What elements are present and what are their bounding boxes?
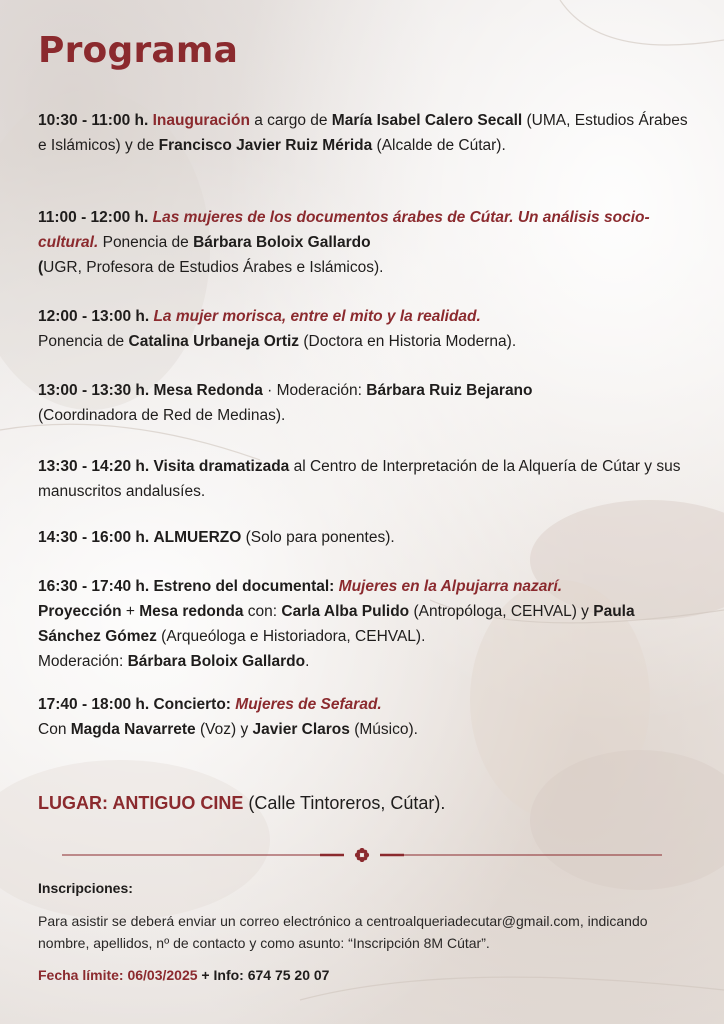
- text: Mesa redonda: [139, 603, 244, 620]
- text: · Moderación:: [262, 382, 367, 399]
- event-title: Estreno del documental:: [153, 578, 335, 595]
- text: (Alcalde de Cútar).: [372, 137, 506, 154]
- speaker-name: Francisco Javier Ruiz Mérida: [158, 137, 373, 154]
- speaker-name: Bárbara Boloix Gallardo: [193, 234, 371, 251]
- text: Moderación:: [38, 653, 128, 670]
- time: 12:00 - 13:00 h.: [38, 308, 150, 325]
- program-item-talk-1: [38, 205, 698, 280]
- time: 13:30 - 14:20 h.: [38, 458, 150, 475]
- text: Ponencia de: [38, 333, 129, 350]
- speaker-name: María Isabel Calero Secall: [331, 112, 523, 129]
- page-title: Programa: [38, 30, 239, 71]
- program-item-round-table: [38, 378, 533, 428]
- program-item-lunch: [38, 525, 395, 550]
- text: (Doctora en Historia Moderna).: [299, 333, 517, 350]
- event-title: ALMUERZO: [153, 529, 242, 546]
- text: .: [305, 653, 310, 670]
- text: Con: [38, 721, 71, 738]
- program-item-inauguration: [38, 108, 698, 158]
- event-title: Inauguración: [152, 112, 250, 129]
- concert-title: Mujeres de Sefarad.: [235, 696, 382, 713]
- talk-title: Las mujeres de los documentos árabes de Cútar. Un análisis socio-cultural.: [38, 209, 650, 251]
- text: (Músico).: [349, 721, 418, 738]
- text: (Voz) y: [195, 721, 253, 738]
- event-title: Visita dramatizada: [153, 458, 290, 475]
- time: 17:40 - 18:00 h.: [38, 696, 150, 713]
- text: al Centro de Interpretación de la Alquería de Cútar y sus manuscritos andalusíes.: [38, 458, 681, 500]
- venue: [38, 793, 445, 814]
- text: Proyección: [38, 603, 122, 620]
- program-item-concert: [38, 692, 418, 742]
- time: 11:00 - 12:00 h.: [38, 209, 149, 226]
- program-item-talk-2: [38, 304, 516, 354]
- deadline-info: [38, 967, 329, 983]
- time: 16:30 - 17:40 h.: [38, 578, 150, 595]
- speaker-name: Carla Alba Pulido: [281, 603, 410, 620]
- text: (Coordinadora de Red de Medinas).: [38, 407, 286, 424]
- ornament-divider: [62, 848, 662, 862]
- text: (: [38, 259, 44, 276]
- documentary-title: Mujeres en la Alpujarra nazarí.: [338, 578, 563, 595]
- speaker-name: Catalina Urbaneja Ortiz: [128, 333, 300, 350]
- text: (UMA, Estudios Árabes e Islámicos) y de: [38, 112, 688, 154]
- event-title: Concierto:: [153, 696, 231, 713]
- time: 14:30 - 16:00 h.: [38, 529, 150, 546]
- text: Ponencia de: [98, 234, 194, 251]
- event-title: Mesa Redonda: [153, 382, 263, 399]
- program-item-visit: [38, 454, 698, 504]
- performer-name: Magda Navarrete: [70, 721, 196, 738]
- venue-label: LUGAR: ANTIGUO CINE: [38, 793, 244, 813]
- program-item-documentary: [38, 574, 698, 674]
- text: +: [121, 603, 140, 620]
- talk-title: La mujer morisca, entre el mito y la realidad.: [153, 308, 481, 325]
- text: (Solo para ponentes).: [241, 529, 395, 546]
- registration-title: Inscripciones:: [38, 880, 133, 896]
- contact-info: + Info: 674 75 20 07: [197, 967, 330, 983]
- text: con:: [243, 603, 282, 620]
- speaker-name: Bárbara Boloix Gallardo: [127, 653, 306, 670]
- text: (Antropóloga, CEHVAL) y: [409, 603, 594, 620]
- text: a cargo de: [249, 112, 332, 129]
- flower-icon: [355, 848, 369, 862]
- venue-address: (Calle Tintoreros, Cútar).: [243, 793, 446, 813]
- time: 10:30 - 11:00 h.: [38, 112, 149, 129]
- performer-name: Javier Claros: [252, 721, 350, 738]
- speaker-name: Paula Sánchez Gómez: [38, 603, 635, 645]
- deadline: Fecha límite: 06/03/2025: [38, 967, 198, 983]
- speaker-name: Bárbara Ruiz Bejarano: [366, 382, 533, 399]
- time: 13:00 - 13:30 h.: [38, 382, 150, 399]
- registration-text: Para asistir se deberá enviar un correo electrónico a centroalqueriadecutar@gmail.com, indicando nombre, apellidos, nº de contacto y como asunto: “Inscripción 8M Cútar”.: [38, 913, 648, 951]
- text: UGR, Profesora de Estudios Árabes e Islámicos).: [43, 259, 384, 276]
- text: (Arqueóloga e Historiadora, CEHVAL).: [156, 628, 426, 645]
